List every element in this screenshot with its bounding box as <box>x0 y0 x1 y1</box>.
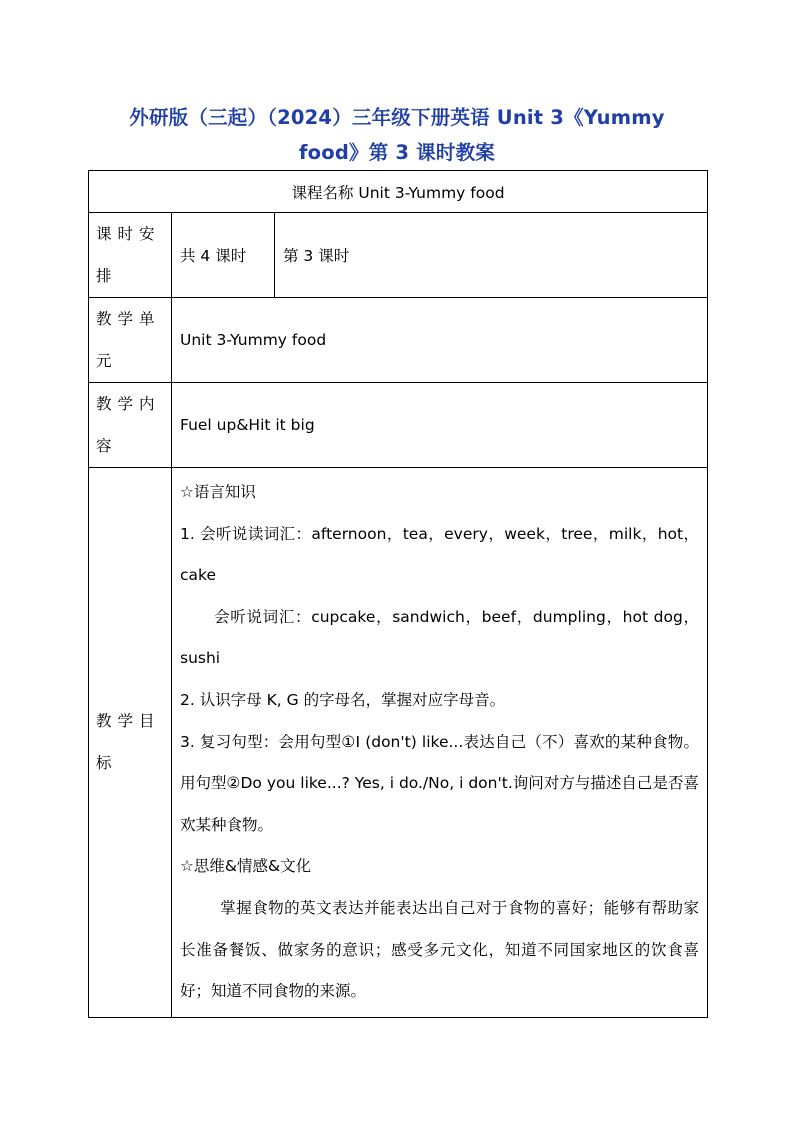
goals-item-3: 3. 复习句型：会用句型①I (don't) like...表达自己（不）喜欢的某种食物。用句型②Do you like...? Yes, i do./No, i don't.询问对方与描述自己是否喜欢某种食物。 <box>180 732 699 834</box>
unit-value: Unit 3-Yummy food <box>172 298 708 383</box>
content-value: Fuel up&Hit it big <box>172 383 708 468</box>
goals-section-language-heading: ☆语言知识 <box>180 483 256 501</box>
content-row <box>89 383 708 468</box>
lesson-plan-table <box>88 170 708 1018</box>
document-title <box>88 100 706 170</box>
document-title-line-2: food》第 3 课时教案 <box>299 141 495 164</box>
schedule-total: 共 4 课时 <box>172 213 275 298</box>
document-title-line-1: 外研版（三起）（2024）三年级下册英语 Unit 3《Yummy <box>129 106 665 129</box>
unit-label: 教学单元 <box>89 298 172 383</box>
goals-item-1: 1. 会听说读词汇：afternoon，tea，every，week，tree，milk，hot，cake <box>180 524 699 585</box>
schedule-label: 课时安排 <box>89 213 172 298</box>
goals-item-1-sub: 会听说词汇：cupcake，sandwich，beef，dumpling，hot dog，sushi <box>180 607 699 668</box>
goals-row <box>89 468 708 1018</box>
goals-label: 教学目标 <box>89 468 172 1018</box>
unit-row <box>89 298 708 383</box>
course-name-row <box>89 171 708 213</box>
goals-section-thinking-heading: ☆思维&情感&文化 <box>180 857 312 876</box>
schedule-current: 第 3 课时 <box>275 213 708 298</box>
content-label: 教学内容 <box>89 383 172 468</box>
course-name-cell: 课程名称 Unit 3-Yummy food <box>89 171 708 213</box>
goals-item-2: 2. 认识字母 K, G 的字母名，掌握对应字母音。 <box>180 690 506 709</box>
goals-content <box>172 468 708 1018</box>
goals-section-thinking-text: 掌握食物的英文表达并能表达出自己对于食物的喜好；能够有帮助家长准备餐饭、做家务的意识；感受多元文化，知道不同国家地区的饮食喜好；知道不同食物的来源。 <box>180 898 699 1001</box>
schedule-row <box>89 213 708 298</box>
